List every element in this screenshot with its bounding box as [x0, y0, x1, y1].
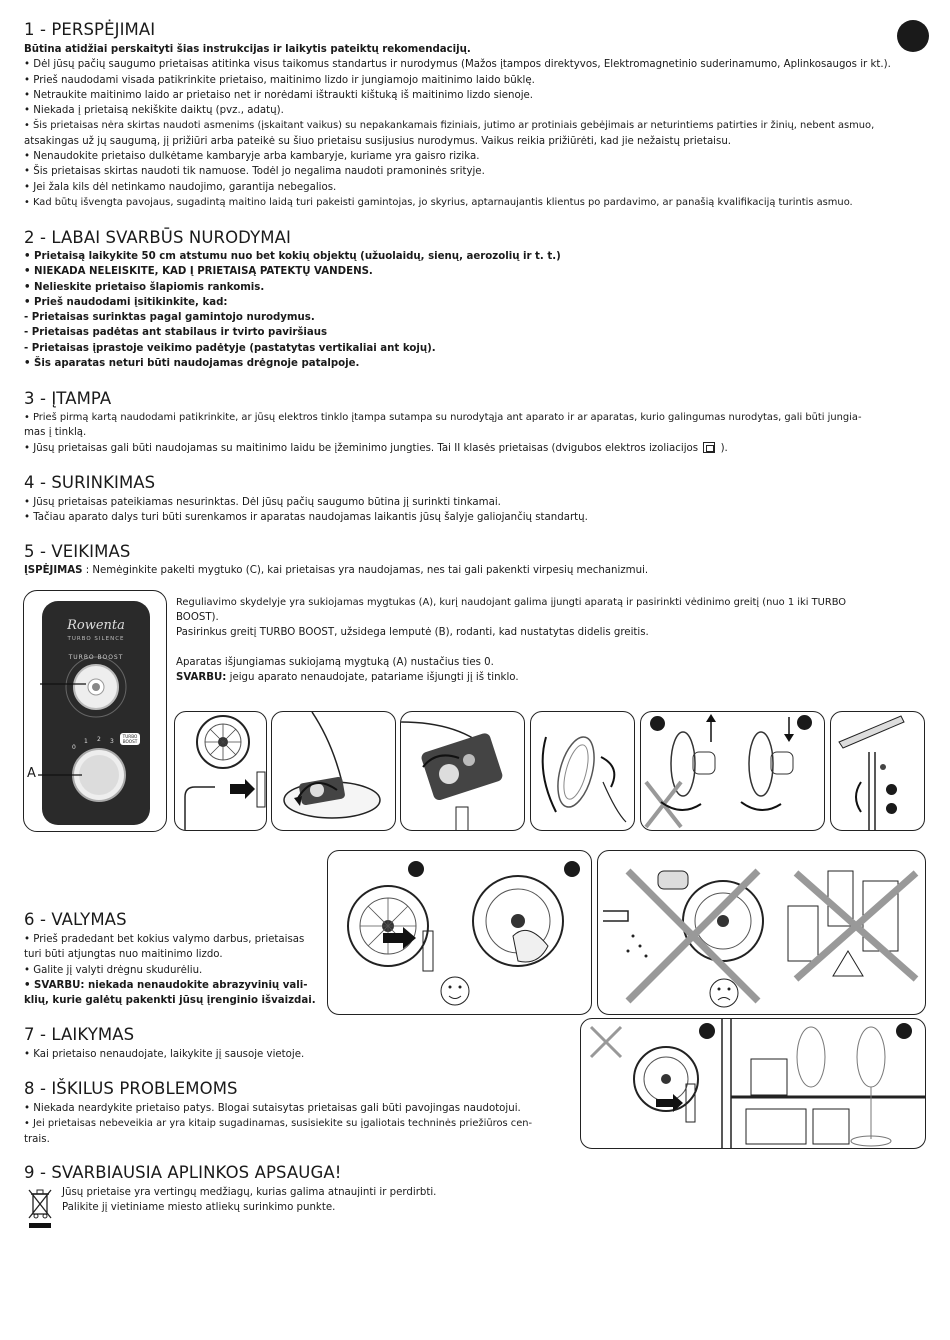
illustration-dial-on: [271, 711, 396, 831]
list-item: trais.: [24, 1133, 50, 1145]
section-3-body: [24, 410, 934, 456]
section-8-title: 8 - IŠKILUS PROBLEMOMS: [24, 1079, 238, 1098]
list-item: • Prieš naudodami visada patikrinkite prietaiso, maitinimo lizdo ir jungiamojo maitinimo laido būklę.: [24, 74, 535, 86]
section-4-title: 4 - SURINKIMAS: [24, 473, 156, 492]
list-item: • Prietaisą laikykite 50 cm atstumu nuo bet kokių objektų (užuolaidų, sienų, aerozolių ir t. t.): [24, 251, 561, 262]
step-marker-dot: [564, 861, 580, 877]
section-5-warning: [24, 563, 934, 578]
paragraph: Aparatas išjungiamas sukiojamą mygtuką (A) nustačius ties 0.: [176, 657, 494, 668]
step-marker-dot: [886, 784, 897, 795]
paragraph: BOOST).: [176, 612, 219, 623]
step-marker-dot: [408, 861, 424, 877]
list-item: • Niekada neardykite prietaiso patys. Blogai sutaisytas prietaisas gali būti pavojingas naudotojui.: [24, 1103, 521, 1114]
list-item: - Prietaisas įprastoje veikimo padėtyje (pastatytas vertikaliai ant kojų).: [24, 342, 436, 354]
model-name: TURBO SILENCE: [67, 636, 125, 642]
illustration-storage: [580, 1018, 926, 1149]
section-3-title: 3 - ĮTAMPA: [24, 389, 112, 408]
class-ii-text-end: ).: [720, 442, 728, 454]
paragraph: Jūsų prietaise yra vertingų medžiagų, kurias galima atnaujinti ir perdirbti.: [62, 1187, 437, 1198]
dial-a-label: A: [27, 766, 36, 781]
list-item: • Kai prietaiso nenaudojate, laikykite jį sausoje vietoje.: [24, 1049, 305, 1060]
list-item: • Dėl jūsų pačių saugumo prietaisas atitinka visus taikomus standartus ir nurodymus (Mažos įtampos direktyvos, Elektromagnetinio suderinamumo, Aplinkosaugos ir kt.).: [24, 59, 891, 71]
list-item: • Niekada į prietaisą nekiškite daiktų (pvz., adatų).: [24, 105, 284, 117]
section-1-title: 1 - PERSPĖJIMAI: [24, 20, 156, 39]
paragraph: Pasirinkus greitį TURBO BOOST, užsidega lemputė (B), rodanti, kad nustatytas didelis greitis.: [176, 627, 649, 638]
brand-logo: Rowenta: [67, 618, 125, 633]
list-item: • SVARBU: niekada nenaudokite abrazyvinių vali-: [24, 979, 308, 991]
list-item: - Prietaisas padėtas ant stabilaus ir tvirto paviršiaus: [24, 327, 328, 339]
class-ii-text: • Jūsų prietaisas gali būti naudojamas su maitinimo laidu be įžeminimo jungties. Tai II klasės prietaisas (dvigubos elektros izoliacijos: [24, 442, 699, 454]
list-item: • Tačiau aparato dalys turi būti surenkamos ir aparatas naudojamas laikantis jūsų šalyje galiojančių standartų.: [24, 512, 588, 524]
important-text: jeigu aparato nenaudojate, patariame išjungti jį iš tinklo.: [226, 672, 519, 683]
list-item: • Prieš naudodami įsitikinkite, kad:: [24, 296, 228, 308]
step-marker-dot: [699, 1023, 715, 1039]
section-1-intro: Būtina atidžiai perskaityti šias instrukcijas ir laikytis pateiktų rekomendacijų.: [24, 44, 471, 55]
section-1-body: [24, 42, 934, 210]
speed-label: 3: [110, 738, 114, 745]
section-5-title: 5 - VEIKIMAS: [24, 542, 131, 561]
turbo-badge-line2: BOOST: [122, 739, 138, 744]
section-2-title: 2 - LABAI SVARBŪS NURODYMAI: [24, 228, 291, 247]
list-item: • Prieš pirmą kartą naudodami patikrinkite, ar jūsų elektros tinklo įtampa sutampa su nurodytąja ant aparato ir ar aparatas, kurio galingumas nurodytas, gali būti jungia-: [24, 412, 862, 423]
list-item: • Šis prietaisas skirtas naudoti tik namuose. Todėl jo negalima naudoti pramoninės srityje.: [24, 166, 485, 178]
section-6-title: 6 - VALYMAS: [24, 910, 127, 929]
step-marker-dot: [886, 803, 897, 814]
section-7-body: [24, 1047, 564, 1062]
warning-text: : Nemėginkite pakelti mygtuko (C), kai prietaisas yra naudojamas, nes tai gali pakenkti virpesių mechanizmui.: [82, 565, 649, 576]
illustration-plug-in: [174, 711, 267, 831]
paragraph: Palikite jį vietiniame miesto atliekų surinkimo punkte.: [62, 1202, 336, 1214]
list-item: • Jūsų prietaisas pateikiamas nesurinktas. Dėl jūsų pačių saugumo būtina jį surinkti tinkamai.: [24, 497, 501, 508]
list-item: [24, 441, 934, 456]
list-item: • NIEKADA NELEISKITE, KAD Į PRIETAISĄ PATEKTŲ VANDENS.: [24, 266, 373, 278]
section-2-body: [24, 249, 934, 371]
list-item: • Kad būtų išvengta pavojaus, sugadintą maitino laidą turi pakeisti gamintojas, jo skyrius, aptarnaujantis klientus po pardavimo, ar panašią kvalifikaciją turintis asmuo.: [24, 196, 853, 208]
step-marker-dot: [797, 715, 812, 730]
list-item: • Prieš pradedant bet kokius valymo darbus, prietaisas: [24, 934, 305, 945]
speed-label: 0: [72, 744, 76, 751]
illustration-dial-turbo: [400, 711, 525, 831]
list-item: • Jei prietaisas nebeveikia ar yra kitaip sugadinamas, susisiekite su įgaliotais techninės priežiūros cen-: [24, 1118, 533, 1130]
list-item: mas į tinklą.: [24, 427, 87, 439]
illustration-cleaning-unplug: [327, 850, 592, 1015]
illustration-no-water-no-chemicals: [597, 850, 926, 1015]
step-marker-dot: [650, 716, 665, 731]
speed-label: 2: [97, 736, 101, 743]
speed-label: 1: [84, 738, 88, 745]
double-insulation-icon: [703, 442, 715, 453]
weee-bin-icon: [27, 1188, 53, 1230]
turbo-badge-line1: TURBO: [122, 734, 138, 739]
turbo-ring-label: TURBO BOOST: [68, 654, 124, 661]
section-8-body: [24, 1101, 569, 1147]
list-item: • Galite jį valyti drėgnu skudurėliu.: [24, 964, 203, 976]
section-9-body: [62, 1185, 582, 1216]
list-item: • Šis aparatas neturi būti naudojamas drėgnoje patalpoje.: [24, 358, 360, 370]
list-item: - Prietaisas surinktas pagal gamintojo nurodymus.: [24, 312, 315, 324]
list-item: • Nelieskite prietaiso šlapiomis rankomis.: [24, 281, 265, 293]
warning-label: ĮSPĖJIMAS: [24, 565, 83, 576]
control-panel-illustration: [23, 590, 167, 832]
list-item: • Nenaudokite prietaiso dulkėtame kambaryje arba kambaryje, kuriame yra gaisro rizika.: [24, 151, 480, 163]
list-item: • Netraukite maitinimo laido ar prietaiso net ir norėdami ištraukti kištuką iš maitinimo lizdo sienoje.: [24, 89, 534, 101]
section-4-body: [24, 495, 934, 526]
important-label: SVARBU:: [176, 672, 227, 683]
list-item: • Jei žala kils dėl netinkamo naudojimo, garantija nebegalios.: [24, 181, 337, 193]
list-item: turi būti atjungtas nuo maitinimo lizdo.: [24, 949, 223, 961]
section-7-title: 7 - LAIKYMAS: [24, 1025, 135, 1044]
illustration-tilt: [530, 711, 635, 831]
paragraph: Reguliavimo skydelyje yra sukiojamas mygtukas (A), kurį naudojant galima įjungti aparatą ir pasirinkti vėdinimo greitį (nuo 1 iki TURBO: [176, 597, 847, 608]
illustration-height-adjust: [830, 711, 925, 831]
illustration-oscillation: [640, 711, 825, 831]
section-9-title: 9 - SVARBIAUSIA APLINKOS APSAUGA!: [24, 1163, 342, 1182]
step-marker-dot: [896, 1023, 912, 1039]
section-6-body: [24, 932, 324, 1008]
section-5-description: [176, 595, 916, 685]
list-item: klių, kurie galėtų pakenkti jūsų įrenginio išvaizdai.: [24, 995, 316, 1007]
list-item: • Šis prietaisas nėra skirtas naudoti asmenims (įskaitant vaikus) su nepakankamais fiziniais, jutimo ar protiniais gebėjimais ar neturintiems patirties ir žinių, nebent asmuo,: [24, 120, 875, 132]
list-item: atsakingas už jų saugumą, jį prižiūri arba pateikė su šiuo prietaisu susijusius nurodymus. Vaikus reikia prižiūrėti, kad jie nežaistų prietaisu.: [24, 135, 732, 147]
